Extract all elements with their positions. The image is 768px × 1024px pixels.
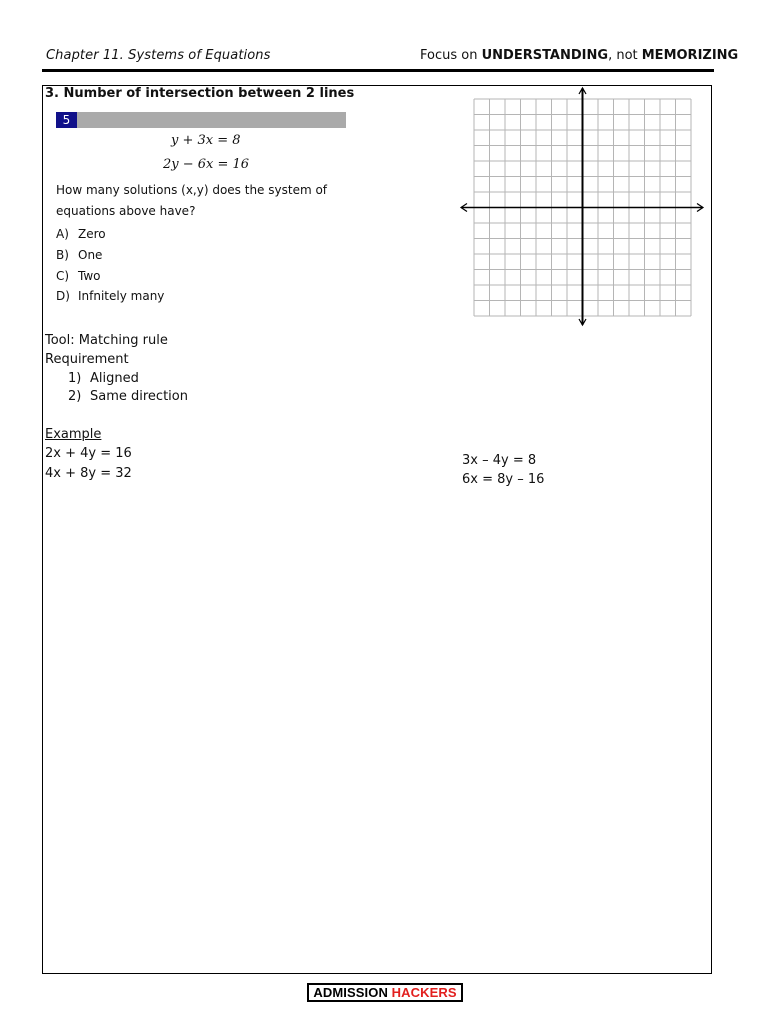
option-text: Infnitely many — [78, 289, 165, 303]
equation-1: y + 3x = 8 — [171, 133, 241, 148]
focus-prefix: Focus on — [420, 48, 482, 63]
requirement-text: Same direction — [90, 389, 188, 404]
requirement-num: 1) — [68, 371, 82, 386]
question-prompt: How many solutions (x,y) does the system of equations above have? — [56, 183, 328, 218]
option-text: Two — [78, 269, 101, 283]
requirement-item-2 — [68, 389, 188, 404]
question-number-badge: 5 — [56, 112, 77, 128]
option-text: One — [78, 248, 103, 262]
chapter-title: Chapter 11. Systems of Equations — [46, 48, 271, 63]
tool-label: Tool: Matching rule — [45, 333, 168, 348]
example-equation-2: 4x + 8y = 32 — [45, 466, 132, 481]
right-equation-1: 3x – 4y = 8 — [462, 453, 537, 468]
option-text: Zero — [78, 227, 106, 241]
focus-bold-memorizing: MEMORIZING — [641, 48, 739, 63]
requirement-item-1 — [68, 371, 139, 386]
brand-logo — [307, 983, 463, 1002]
brand-part-2: HACKERS — [391, 985, 457, 1000]
question-bar — [56, 112, 346, 128]
focus-tagline — [420, 48, 738, 63]
requirement-label: Requirement — [45, 352, 129, 367]
option-a — [56, 227, 106, 241]
focus-bold-understanding: UNDERSTANDING — [481, 48, 609, 63]
right-equation-2: 6x = 8y – 16 — [462, 472, 545, 487]
focus-mid: , not — [608, 48, 642, 63]
option-b — [56, 248, 102, 262]
header-rule — [42, 69, 714, 72]
grid-axes — [461, 88, 703, 325]
brand-part-1: ADMISSION — [313, 985, 388, 1000]
section-title: 3. Number of intersection between 2 lines — [45, 86, 355, 101]
example-label: Example — [45, 427, 102, 442]
option-c — [56, 269, 101, 283]
coordinate-grid — [455, 85, 710, 330]
equation-2: 2y − 6x = 16 — [163, 157, 250, 172]
requirement-text: Aligned — [90, 371, 139, 386]
option-letter: B) — [56, 248, 69, 262]
option-d — [56, 289, 164, 303]
requirement-num: 2) — [68, 389, 82, 404]
option-letter: A) — [56, 227, 69, 241]
option-letter: C) — [56, 269, 70, 283]
example-equation-1: 2x + 4y = 16 — [45, 446, 132, 461]
option-letter: D) — [56, 289, 70, 303]
